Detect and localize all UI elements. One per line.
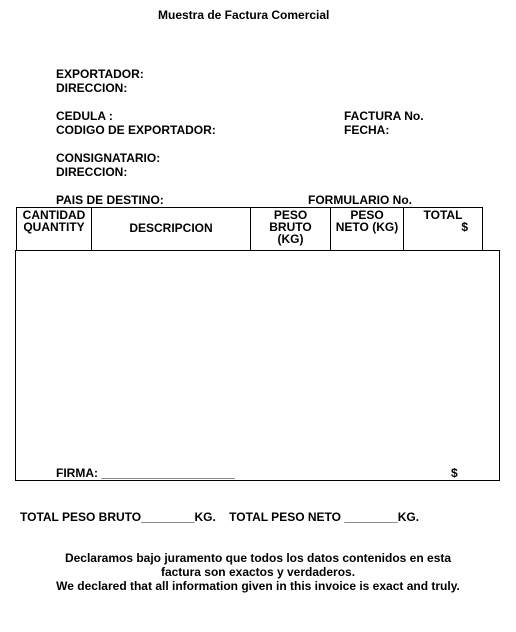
header-quantity-line2: QUANTITY (23, 220, 85, 234)
header-gross-weight-line1: PESO (273, 208, 308, 222)
header-total-currency: $ (461, 220, 468, 234)
exporter-address-label: DIRECCION: (56, 81, 128, 95)
declaration-line-3: We declared that all information given in this invoice is exact and truly. (56, 579, 460, 593)
header-quantity (17, 209, 91, 233)
exporter-code-label: CODIGO DE EXPORTADOR: (56, 123, 216, 137)
header-description (92, 222, 250, 234)
signature-total-currency: $ (451, 466, 458, 480)
header-quantity-line1: CANTIDAD (22, 208, 86, 222)
header-total (404, 209, 482, 233)
header-gross-weight (251, 209, 330, 245)
invoice-number-label: FACTURA No. (344, 109, 424, 123)
declaration-line-1: Declaramos bajo juramento que todos los datos contenidos en esta (64, 551, 452, 565)
header-total-line1: TOTAL (423, 208, 463, 222)
header-gross-weight-line2: BRUTO (269, 220, 312, 234)
table-body (15, 250, 500, 481)
date-label: FECHA: (344, 123, 390, 137)
header-description-line1: DESCRIPCION (129, 221, 213, 235)
header-gross-weight-line3: (KG) (277, 232, 304, 246)
weight-totals: TOTAL PESO BRUTO________KG. TOTAL PESO NETO ________KG. (20, 510, 420, 524)
header-net-weight (331, 209, 403, 233)
header-net-weight-line1: PESO (350, 208, 384, 222)
header-net-weight-line2: NETO (KG) (335, 220, 399, 234)
document-title: Muestra de Factura Comercial (158, 8, 330, 22)
consignee-address-label: DIRECCION: (56, 165, 128, 179)
cedula-label: CEDULA : (56, 109, 113, 123)
form-number-label: FORMULARIO No. (308, 193, 412, 207)
declaration-line-2: factura son exactos y verdaderos. (160, 565, 356, 579)
signature-line: FIRMA: ____________________ (56, 466, 235, 480)
consignee-label: CONSIGNATARIO: (56, 151, 161, 165)
destination-country-label: PAIS DE DESTINO: (56, 193, 164, 207)
exporter-label: EXPORTADOR: (56, 67, 144, 81)
